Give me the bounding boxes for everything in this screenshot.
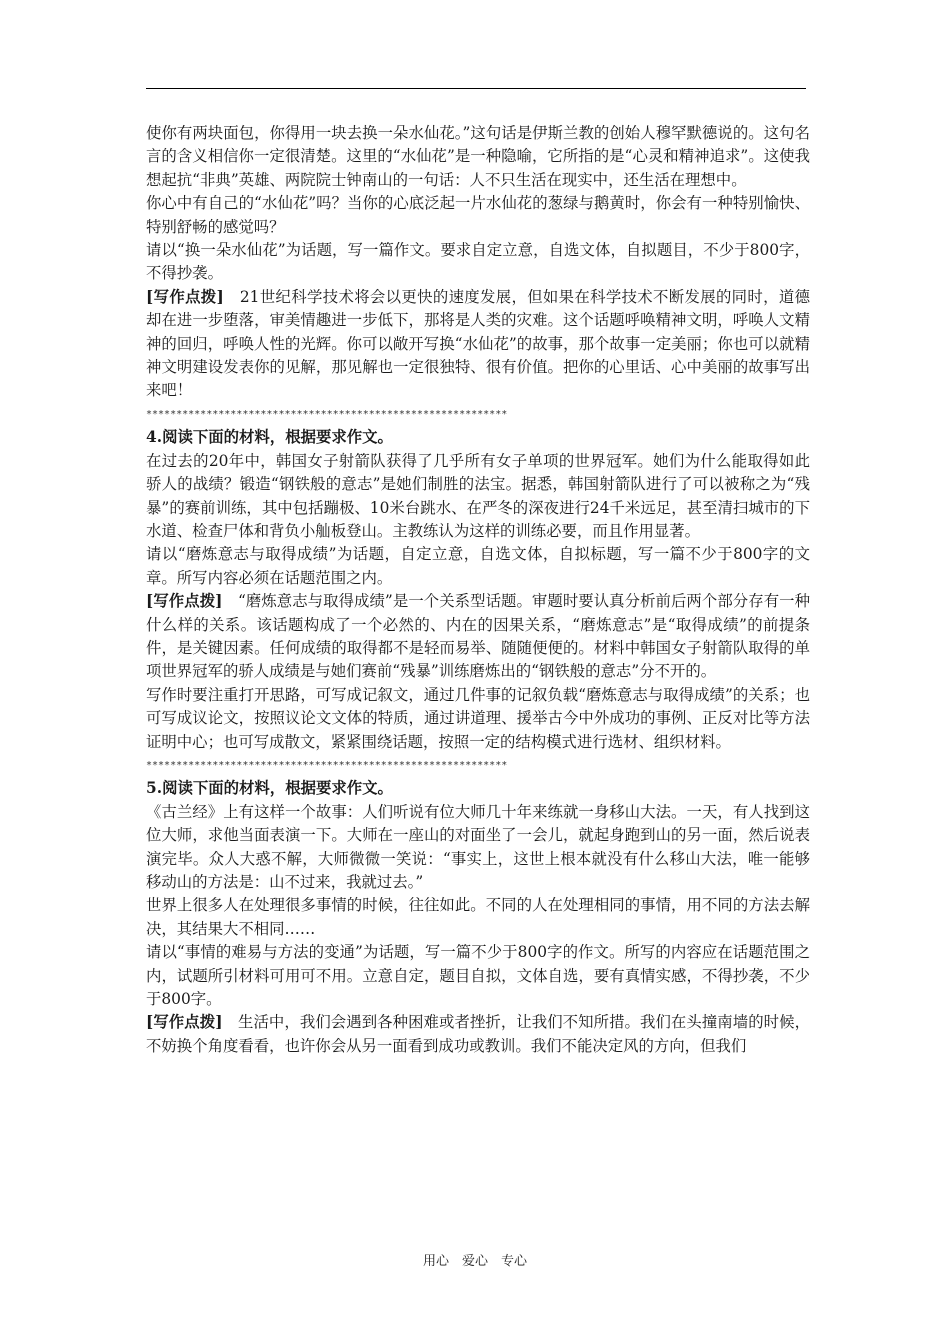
page-footer: 用心 爱心 专心 [422,1254,527,1269]
writing-tip [146,286,810,403]
paragraph: 你心中有自己的“水仙花”吗？当你的心底泛起一片水仙花的葱绿与鹅黄时，你会有一种特别愉快、特别舒畅的感觉吗？ [146,194,810,236]
question-title: 4.阅读下面的材料，根据要求作文。 [146,428,393,447]
document-body [146,122,810,1058]
writing-tip [146,590,810,684]
writing-tip-label: [写作点拨] [146,1013,223,1032]
writing-tip-label: [写作点拨] [146,592,223,611]
paragraph: 请以“事情的难易与方法的变通”为话题，写一篇不少于800字的作文。所写的内容应在话题范围之内，试题所引材料可用可不用。立意自定，题目自拟，文体自选，要有真情实感，不得抄袭，不少于800字。 [146,943,810,1009]
paragraph: 请以“磨炼意志与取得成绩”为话题，自定立意，自选文体，自拟标题，写一篇不少于800字的文章。所写内容必须在话题范围之内。 [146,545,810,587]
paragraph: 写作时要注重打开思路，可写成记叙文，通过几件事的记叙负载“磨炼意志与取得成绩”的关系；也可写成议论文，按照议论文文体的特质，通过讲道理、援举古今中外成功的事例、正反对比等方法证明中心；也可写成散文，紧紧围绕话题，按照一定的结构模式进行选材、组织材料。 [146,685,810,751]
paragraph: 《古兰经》上有这样一个故事：人们听说有位大师几十年来练就一身移山大法。一天，有人找到这位大师，求他当面表演一下。大师在一座山的对面坐了一会儿，就起身跑到山的另一面，然后说表演完毕。众人大惑不解，大师微微一笑说：“事实上，这世上根本就没有什么移山大法，唯一能够移动山的方法是：山不过来，我就过去。” [146,802,810,891]
question-title: 5.阅读下面的材料，根据要求作文。 [146,779,393,798]
separator-stars: ************************************************************ [146,759,508,771]
separator-stars: ************************************************************ [146,408,508,420]
paragraph: 在过去的20年中，韩国女子射箭队获得了几乎所有女子单项的世界冠军。她们为什么能取得如此骄人的战绩？锻造“钢铁般的意志”是她们制胜的法宝。据悉，韩国射箭队进行了可以被称之为“残暴”的赛前训练，其中包括蹦极、10米台跳水、在严冬的深夜进行24千米远足，甚至清扫城市的下水道、检查尸体和背负小舢板登山。主教练认为这样的训练必要，而且作用显著。 [146,451,810,540]
writing-tip [146,1011,810,1058]
writing-tip-text: 21世纪科学技术将会以更快的速度发展，但如果在科学技术不断发展的同时，道德却在进一步堕落，审美情趣进一步低下，那将是人类的灾难。这个话题呼唤精神文明，呼唤人文精神的回归，呼唤人性的光辉。你可以敞开写换“水仙花”的故事，那个故事一定美丽；你也可以就精神文明建设发表你的见解，那见解也一定很独特、很有价值。把你的心里话、心中美丽的故事写出来吧！ [146,287,810,400]
paragraph: 使你有两块面包，你得用一块去换一朵水仙花。”这句话是伊斯兰教的创始人穆罕默德说的。这句名言的含义相信你一定很清楚。这里的“水仙花”是一种隐喻，它所指的是“心灵和精神追求”。这使我想起抗“非典”英雄、两院院士钟南山的一句话：人不只生活在现实中，还生活在理想中。 [146,124,810,189]
paragraph: 世界上很多人在处理很多事情的时候，往往如此。不同的人在处理相同的事情，用不同的方法去解决，其结果大不相同…… [146,896,810,938]
writing-tip-label: [写作点拨] [146,287,224,306]
paragraph: 请以“换一朵水仙花”为话题，写一篇作文。要求自定立意，自选文体，自拟题目，不少于800字，不得抄袭。 [146,241,810,283]
writing-tip-text: “磨炼意志与取得成绩”是一个关系型话题。审题时要认真分析前后两个部分存有一种什么样的关系。该话题构成了一个必然的、内在的因果关系，“磨炼意志”是“取得成绩”的前提条件，是关键因素。任何成绩的取得都不是轻而易举、随随便便的。材料中韩国女子射箭队取得的单项世界冠军的骄人成绩是与她们赛前“残暴”训练磨炼出的“钢铁般的意志”分不开的。 [146,592,810,681]
writing-tip-text: 生活中，我们会遇到各种困难或者挫折，让我们不知所措。我们在头撞南墙的时候，不妨换个角度看看，也许你会从另一面看到成功或教训。我们不能决定风的方向，但我们 [146,1013,810,1055]
header-rule [146,88,806,89]
